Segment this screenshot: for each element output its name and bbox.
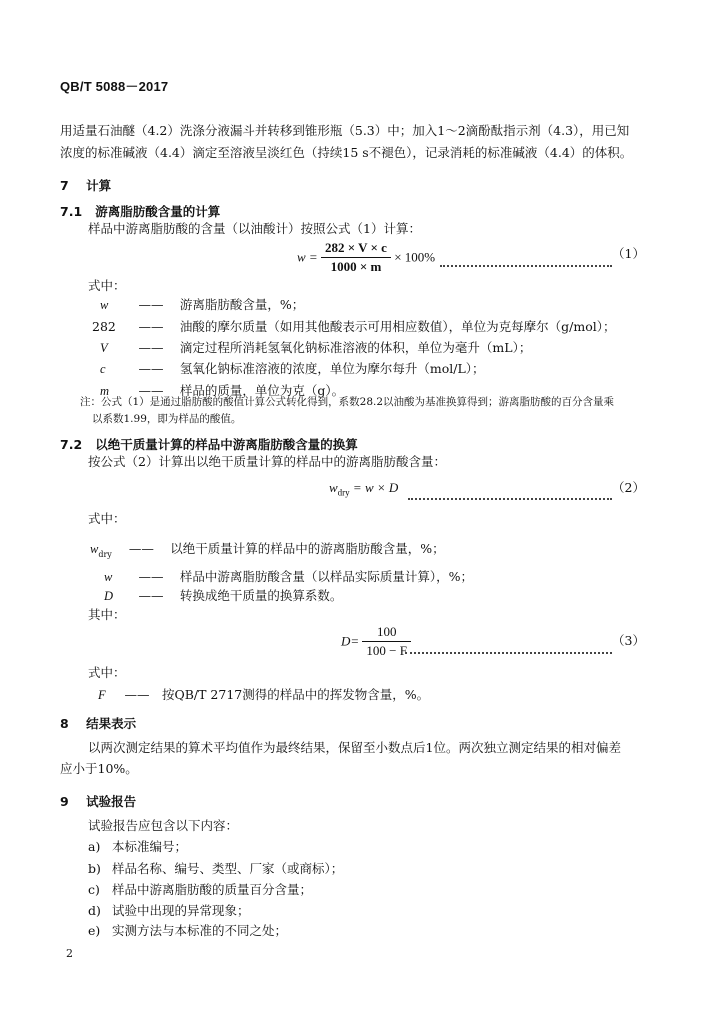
section-title: 游离脂肪酸含量的计算 [95,204,221,219]
list-item-label: e) [88,923,101,938]
list-item-text: 本标准编号； [112,839,188,854]
note-line-2: 以系数1.99，即为样品的酸值。 [92,413,242,425]
document-code: QB/T 5088－2017 [60,79,169,94]
formula-3-tag: （3） [612,633,645,648]
variable-desc: 样品的质量，单位为克（g）。 [179,383,345,398]
formula-rhs: × 100% [394,249,436,265]
list-item-text: 试验中出现的异常现象； [112,903,250,918]
note-line-1: 注：公式（1）是通过脂肪酸的酸值计算公式转化得到，系数28.2以油酸为基准换算得到；游离脂肪酸的百分含量乘 [80,396,615,408]
variable-desc: 游离脂肪酸含量，%； [179,297,305,312]
list-item-text: 实测方法与本标准的不同之处； [112,923,288,938]
where-label: 式中： [88,278,126,293]
formula-1-tag: （1） [612,246,645,261]
section-8-heading [60,714,136,732]
variable-symbol: 282 [92,319,116,334]
formula-2-tag: （2） [612,480,645,495]
section-number: 9 [60,794,69,809]
formula-leader-dots [405,642,612,661]
variable-row: $w_{dry}$ —— 以绝干质量计算的样品中的游离脂肪酸含量，%； [90,538,445,566]
variable-subscript: dry [98,549,112,559]
section-number: 8 [60,716,69,731]
variable-symbol: V [100,341,108,355]
formula-numerator: 100 [362,624,411,642]
formula-fraction [321,240,391,275]
list-item-text: 样品名称、编号、类型、厂家（或商标）； [112,861,344,876]
section-number: 7 [60,178,69,193]
formula-leader-dots [408,488,612,507]
variable-row: c —— 氢氧化钠标准溶液的浓度，单位为摩尔每升（mol/L）； [100,358,485,380]
intro-line-2: 浓度的标准碱液（4.4）滴定至溶液呈淡红色（持续15 s不褪色），记录消耗的标准碱液（4.4）的体积。 [60,145,633,160]
formula-rhs: = w × D [352,480,399,495]
variable-symbol: w [104,570,113,584]
section-8-line-2: 应小于10%。 [60,761,138,776]
formula-denominator: 100 − F [366,643,407,658]
list-item [88,920,287,942]
variable-row: w —— 游离脂肪酸含量，%； [100,294,304,316]
list-item [88,858,343,880]
list-item-label: c) [88,882,100,897]
list-item-label: a) [88,839,101,854]
formula-lhs: D= [341,633,360,649]
variable-desc: 以绝干质量计算的样品中的游离脂肪酸含量，%； [170,541,445,556]
formula-1 [297,240,435,275]
section-7-heading [60,176,111,194]
list-item [88,900,250,922]
variable-desc: 滴定过程所消耗氢氧化钠标准溶液的体积，单位为毫升（mL）； [179,340,532,355]
variable-row: F —— 按QB/T 2717测得的样品中的挥发物含量，%。 [98,684,429,706]
among-label: 其中： [88,607,126,622]
formula-lhs: w [329,480,338,495]
section-9-heading [60,792,136,810]
list-item [88,879,312,901]
variable-row: V —— 滴定过程所消耗氢氧化钠标准溶液的体积，单位为毫升（mL）； [100,337,531,359]
formula-2 [329,480,398,498]
formula-fraction [362,624,411,659]
intro-line-1: 用适量石油醚（4.2）洗涤分液漏斗并转移到锥形瓶（5.3）中；加入1～2滴酚酞指示剂（4.3），用已知 [60,123,630,138]
section-7-1-text: 样品中游离脂肪酸的含量（以油酸计）按照公式（1）计算： [88,221,421,236]
section-title: 以绝干质量计算的样品中游离脂肪酸含量的换算 [95,437,358,452]
section-title: 试验报告 [86,794,137,809]
where-label: 式中： [88,511,126,526]
section-8-line-1: 以两次测定结果的算术平均值作为最终结果，保留至小数点后1位。两次独立测定结果的相对偏差 [88,740,621,755]
formula-denominator: 1000 × m [330,259,382,274]
variable-row: m —— 样品的质量，单位为克（g）。 [100,380,344,402]
formula-numerator: 282 × V × c [321,240,391,258]
list-item-text: 样品中游离脂肪酸的质量百分含量； [112,882,313,897]
section-title: 计算 [86,178,112,193]
formula-leader-dots [440,255,612,274]
section-9-intro: 试验报告应包含以下内容： [88,818,239,833]
variable-desc: 油酸的摩尔质量（如用其他酸表示可用相应数值），单位为克每摩尔（g/mol）； [179,319,616,334]
variable-row: w —— 样品中游离脂肪酸含量（以样品实际质量计算），%； [104,566,473,588]
page-number: 2 [66,947,73,960]
variable-symbol: w [100,298,109,312]
variable-desc: 样品中游离脂肪酸含量（以样品实际质量计算），%； [179,569,474,584]
variable-symbol: F [98,688,106,702]
variable-desc: 转换成绝干质量的换算系数。 [179,588,343,603]
variable-symbol: D [104,589,114,603]
list-item-label: b) [88,861,101,876]
formula-3 [341,624,411,659]
section-number: 7.2 [60,437,83,452]
list-item-label: d) [88,903,101,918]
variable-symbol: m [100,384,110,398]
variable-row: 282 —— 油酸的摩尔质量（如用其他酸表示可用相应数值），单位为克每摩尔（g/mol）； [92,316,616,338]
section-number: 7.1 [60,204,83,219]
variable-symbol: c [100,362,106,376]
variable-desc: 按QB/T 2717测得的样品中的挥发物含量，%。 [161,687,430,702]
variable-row: D —— 转换成绝干质量的换算系数。 [104,585,342,607]
variable-symbol: w [90,542,99,556]
variable-desc: 氢氧化钠标准溶液的浓度，单位为摩尔每升（mol/L）； [179,361,485,376]
section-7-2-text: 按公式（2）计算出以绝干质量计算的样品中的游离脂肪酸含量： [88,454,446,469]
formula-lhs: w = [297,249,318,265]
formula-subscript: dry [337,487,350,498]
where-label: 式中： [88,665,126,680]
section-title: 结果表示 [86,716,137,731]
list-item [88,836,187,858]
